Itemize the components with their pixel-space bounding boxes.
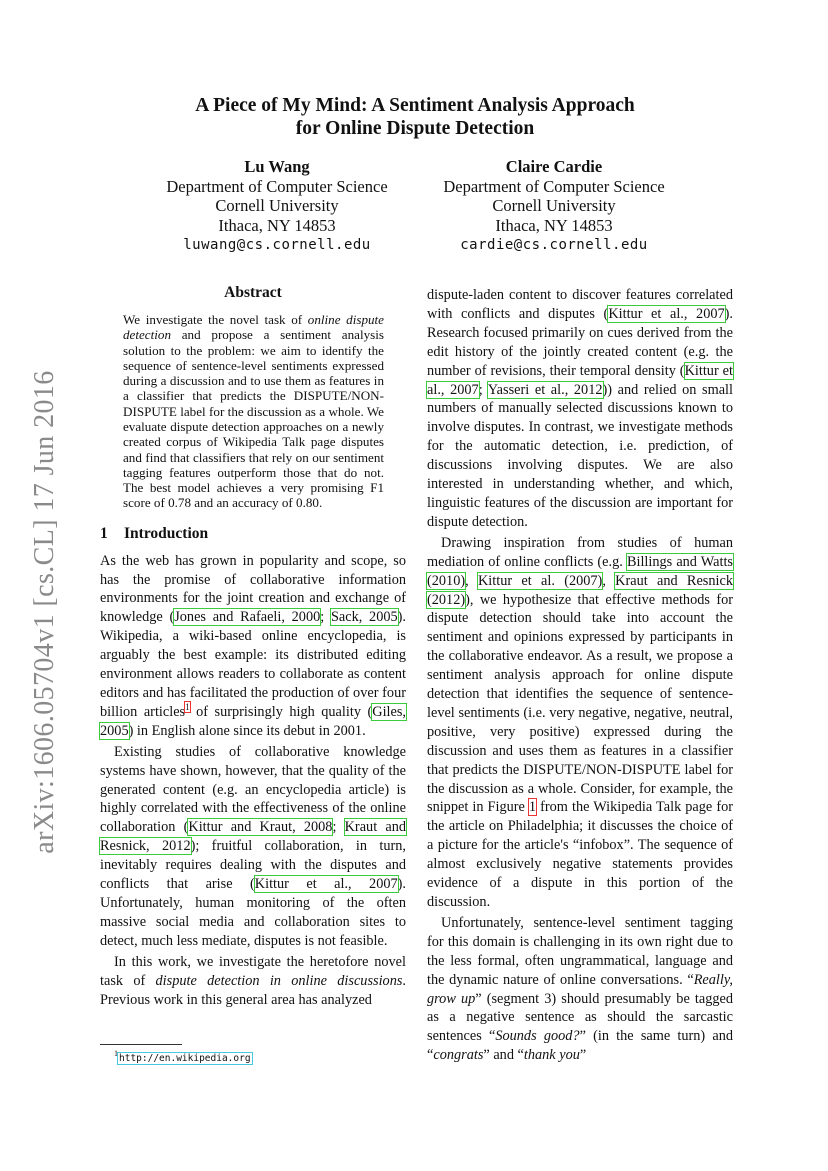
author-city: Ithaca, NY 14853 — [218, 215, 336, 235]
title-line-1: A Piece of My Mind: A Sentiment Analysis Approach — [195, 95, 635, 116]
section-heading-introduction: 1 Introduction — [100, 524, 209, 542]
citation-link[interactable]: Billings and Watts (2010) — [427, 553, 733, 589]
arxiv-stamp: arXiv:1606.05704v1 [cs.CL] 17 Jun 2016 — [29, 370, 60, 854]
author-dept: Department of Computer Science — [166, 176, 388, 196]
label-text: DISPUTE/NON-DISPUTE — [523, 761, 681, 778]
intro-paragraph-1: As the web has grown in popularity and scope, so has the promise of collaborative information environments for the joint creation and exchange of knowledge (Jones and Rafaeli, 2000; Sack, 2005). Wikipedia, a wiki-based online encyclopedia, is arguably the best example: its distributed editing environment allows readers to collaborate as content editors and has facilitated the production of over four billion articles$^1$ of surprisingly high quality (Giles, 2005) in English alone since its debut in 2001. — [100, 552, 407, 739]
footnote: $^1$http://en.wikipedia.org — [114, 1049, 251, 1064]
figure-ref-link[interactable]: 1 — [528, 799, 537, 816]
citation-link[interactable]: Kittur et al., 2007 — [608, 305, 725, 322]
abstract-heading: Abstract — [224, 284, 282, 301]
citation-link[interactable]: Jones and Rafaeli, 2000 — [174, 609, 321, 626]
citation-link[interactable]: Giles, 2005 — [100, 703, 407, 739]
citation-link[interactable]: Kittur et al. (2007) — [477, 572, 603, 589]
title-line-2: for Online Dispute Detection — [295, 118, 535, 139]
author-city: Ithaca, NY 14853 — [495, 215, 613, 235]
paper-title — [100, 94, 730, 140]
citation-link[interactable]: Kittur et al., 2007 — [254, 876, 398, 893]
author-univ: Cornell University — [492, 196, 616, 215]
citation-link[interactable]: Kraut and Resnick (2012) — [427, 572, 733, 608]
citation-link[interactable]: Kittur et al., 2007 — [427, 362, 733, 398]
footnote-ref-link[interactable]: 1 — [185, 702, 190, 713]
left-column — [100, 284, 406, 1009]
intro-paragraph-3: In this work, we investigate the heretofore novel task of dispute detection in online discussions. Previous work in this general area has analyzed — [100, 953, 406, 1008]
citation-link[interactable]: Kittur and Kraut, 2008 — [188, 819, 333, 836]
citation-link[interactable]: Yasseri et al., 2012 — [487, 381, 603, 398]
intro-paragraph-2: Existing studies of collaborative knowledge systems have shown, however, that the quality of the generated content (e.g. an encyclopedia article) is highly correlated with the effectiveness of the online collaboration (Kittur and Kraut, 2008; Kraut and Resnick, 2012); fruitful collaboration, in turn, inevitably requires dealing with the disputes and conflicts that arise (Kittur et al., 2007). Unfortunately, human monitoring of the often massive social media and collaboration sites to detect, much less mediate, disputes is not feasible. — [100, 743, 406, 949]
citation-link[interactable]: Sack, 2005 — [330, 609, 398, 626]
right-paragraph-2: Drawing inspiration from studies of human mediation of online conflicts (e.g. Billings and Watts (2010), Kittur et al. (2007), Kraut and Resnick (2012)), we hypothesize that effective methods for dispute detection should take into account the sentiment and opinions expressed by participants in the collaborative endeavor. As a result, we propose a sentiment analysis approach for online dispute detection that identifies the sequence of sentence-level sentiments (i.e. very negative, negative, neutral, positive, very positive) expressed during the discussion and uses them as features in a classifier that predicts the DISPUTE/NON-DISPUTE label for the discussion as a whole. Consider, for example, the snippet in Figure 1 from the Wikipedia Talk page for the article on Philadelphia; it discusses the choice of a picture for the article's “infobox”. The sequence of almost exclusively negative statements provides evidence of a dispute in this portion of the discussion. — [427, 534, 733, 910]
author-block-1 — [127, 157, 427, 256]
abstract-body: We investigate the novel task of online dispute detection and propose a sentiment analysis solution to the problem: we aim to identify the sequence of sentence-level sentiments expressed during a discussion and to use them as features in a classifier that predicts the DISPUTE/NON-DISPUTE label for the discussion as a whole. We evaluate dispute detection approaches on a newly created corpus of Wikipedia Talk page disputes and find that classifiers that rely on our sentiment tagging features outperform those that do not. The best model achieves a very promising F1 score of 0.78 and an accuracy of 0.80. — [123, 311, 384, 511]
author-dept: Department of Computer Science — [443, 176, 665, 196]
right-paragraph-1: dispute-laden content to discover features correlated with conflicts and disputes (Kittur et al., 2007). Research focused primarily on cues derived from the edit history of the jointly created content (e.g. the number of revisions, their temporal density (Kittur et al., 2007; Yasseri et al., 2012)) and relied on small numbers of manually selected discussions known to involve disputes. In contrast, we investigate methods for the automatic detection, i.e. prediction, of discussions involving disputes. We are also interested in understanding whether, and which, linguistic features of the discussion are important for dispute detection. — [427, 287, 733, 530]
footnote-rule — [100, 1044, 182, 1045]
citation-link[interactable]: Kraut and Resnick, 2012 — [100, 819, 406, 855]
author-univ: Cornell University — [215, 196, 339, 215]
author-name: Lu Wang — [244, 157, 310, 176]
author-name: Claire Cardie — [505, 157, 603, 176]
right-column — [427, 286, 733, 1065]
author-email[interactable]: cardie@cs.cornell.edu — [460, 237, 648, 253]
author-block-2 — [404, 157, 704, 256]
footnote-url-link[interactable]: http://en.wikipedia.org — [119, 1052, 251, 1064]
right-paragraph-3: Unfortunately, sentence-level sentiment tagging for this domain is challenging in its own right due to the less formal, often ungrammatical, language and the dynamic nature of online conversations. “Really, grow up” (segment 3) should presumably be tagged as a negative sentence as should the sarcastic sentences “Sounds good?” (in the same turn) and “congrats” and “thank you” — [427, 914, 734, 1064]
author-email[interactable]: luwang@cs.cornell.edu — [183, 237, 371, 253]
